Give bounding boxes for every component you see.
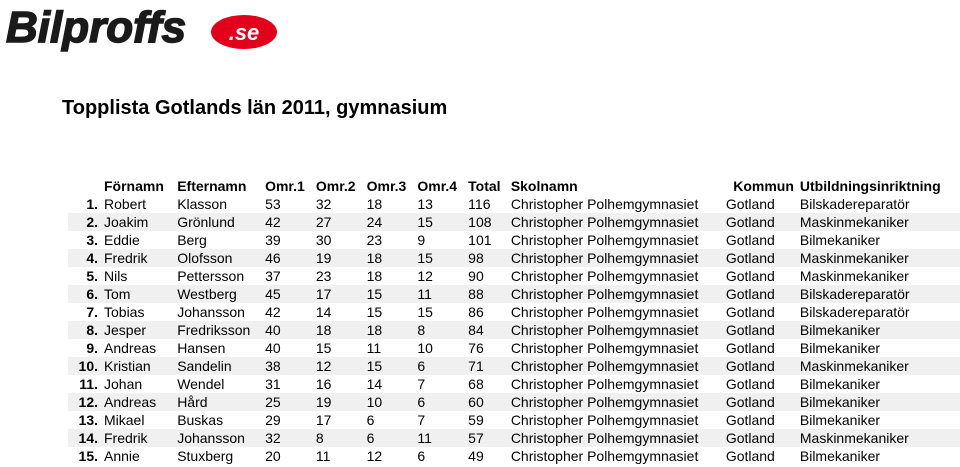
table-cell: Gotland [723,357,797,375]
table-cell: Gotland [723,285,797,303]
table-cell: 38 [262,357,313,375]
rank-cell: 3. [86,232,98,248]
table-cell: 101 [468,232,492,248]
table-cell: Christopher Polhemgymnasiet [510,376,699,392]
table-cell: 116 [468,196,491,212]
table-cell: Jesper [101,321,174,339]
table-cell: Gotland [725,376,775,392]
table-cell: 90 [468,268,484,284]
table-cell: Christopher Polhemgymnasiet [508,249,723,267]
table-cell: 11 [315,448,331,464]
table-cell: 25 [262,393,313,411]
table-cell: 15 [414,213,465,231]
table-cell: Christopher Polhemgymnasiet [508,321,723,339]
table-cell: Andreas [104,340,157,356]
table-cell: Bilmekaniker [799,376,881,392]
table-cell: 19 [313,393,364,411]
table-cell: Gotland [723,213,797,231]
table-cell: Christopher Polhemgymnasiet [510,268,699,284]
table-cell: Eddie [104,232,140,248]
table-cell: 10 [364,393,415,411]
table-cell: Johansson [174,429,262,447]
table-row [68,429,960,447]
table-cell: Christopher Polhemgymnasiet [510,340,699,356]
table-cell: Johansson [177,304,245,320]
table-cell: 11 [414,429,465,447]
table-cell: Gotland [723,249,797,267]
table-row [68,357,960,375]
table-cell: 18 [313,321,364,339]
table-cell: 8 [414,321,465,339]
table-cell: 18 [364,321,415,339]
table-cell: 84 [465,321,508,339]
table-cell: Bilskadereparatör [799,196,910,212]
table-cell: 16 [315,376,332,392]
table-cell: 6 [364,429,415,447]
table-cell: Gotland [725,448,775,464]
table-cell: 6 [366,412,375,428]
results-table [68,177,960,465]
table-row [68,393,960,411]
table-cell: 18 [366,268,383,284]
rank-cell: 4. [68,249,101,267]
table-cell: 8 [313,429,364,447]
table-cell: Christopher Polhemgymnasiet [508,429,723,447]
table-cell: Christopher Polhemgymnasiet [510,304,699,320]
table-cell: Joakim [101,213,174,231]
table-cell: 42 [265,304,281,320]
table-cell: 86 [468,304,484,320]
table-cell: 17 [315,412,332,428]
table-cell: Hansen [177,340,226,356]
table-cell: 32 [315,196,332,212]
table-cell: 23 [315,268,332,284]
table-cell: 14 [315,304,332,320]
table-row [68,339,960,357]
table-cell: Bilmekaniker [797,393,960,411]
column-header: Omr.4 [417,178,458,194]
table-cell: Gotland [725,196,775,212]
table-cell: 30 [315,232,332,248]
table-cell: Gotland [723,429,797,447]
table-cell: 12 [313,357,364,375]
page-title: Topplista Gotlands län 2011, gymnasium [62,97,448,119]
table-cell: Maskinmekaniker [797,429,960,447]
rank-cell: 7. [86,304,98,320]
table-cell: 42 [262,213,313,231]
table-cell: 71 [465,357,508,375]
table-row [68,195,960,213]
table-cell: Tobias [104,304,145,320]
column-header: Omr.1 [265,178,305,194]
table-cell: 98 [465,249,508,267]
table-cell: Fredrik [101,249,174,267]
table-row [68,321,960,339]
table-cell: Kristian [101,357,174,375]
table-cell: Andreas [101,393,174,411]
table-cell: 57 [465,429,508,447]
table-cell: 31 [265,376,281,392]
table-cell: Maskinmekaniker [797,357,960,375]
table-cell: Berg [177,232,207,248]
table-cell: Hård [174,393,262,411]
table-cell: Christopher Polhemgymnasiet [508,393,723,411]
table-cell: Olofsson [174,249,262,267]
table-cell: Klasson [177,196,227,212]
table-cell: Buskas [177,412,224,428]
table-body [68,195,960,465]
table-cell: 6 [414,393,465,411]
table-cell: 11 [414,285,465,303]
rank-cell: 8. [68,321,101,339]
table-cell: 7 [417,376,426,392]
table-cell: 6 [417,448,426,464]
rank-cell: 5. [86,268,98,284]
table-cell: 6 [414,357,465,375]
table-cell: Christopher Polhemgymnasiet [508,285,723,303]
table-cell: 20 [265,448,281,464]
table-cell: 68 [468,376,484,392]
table-row [68,447,960,465]
table-row [68,411,960,429]
table-cell: 39 [265,232,281,248]
logo-badge: .se [228,20,260,45]
table-cell: 59 [468,412,484,428]
table-cell: 24 [364,213,415,231]
column-header: Efternamn [177,178,247,194]
table-cell: 18 [364,249,415,267]
table-cell: Gotland [725,268,775,284]
table-cell: 9 [417,232,426,248]
rank-cell: 11. [79,376,98,392]
table-cell: 13 [417,196,433,212]
table-cell: Christopher Polhemgymnasiet [510,448,699,464]
table-cell: Westberg [174,285,262,303]
table-cell: 108 [465,213,508,231]
table-cell: Gotland [725,304,775,320]
rank-cell: 15. [78,448,98,464]
table-cell: Tom [101,285,174,303]
table-cell: Christopher Polhemgymnasiet [510,412,699,428]
table-cell: Fredrik [101,429,174,447]
table-row [68,267,960,285]
table-cell: 17 [313,285,364,303]
table-cell: Gotland [725,232,775,248]
table-cell: Christopher Polhemgymnasiet [508,357,723,375]
table-cell: 27 [313,213,364,231]
header-rank [68,177,101,195]
table-cell: Mikael [104,412,145,428]
table-cell: 15 [364,357,415,375]
table-cell: Grönlund [174,213,262,231]
table-cell: Pettersson [177,268,245,284]
table-cell: Bilskadereparatör [799,304,910,320]
table-row [68,285,960,303]
table-cell: Annie [104,448,140,464]
table-cell: 40 [265,340,281,356]
table-cell: Christopher Polhemgymnasiet [508,213,723,231]
rank-cell: 10. [68,357,101,375]
table-header-row [68,177,960,195]
table-cell: Bilmekaniker [799,232,881,248]
table-cell: 40 [262,321,313,339]
table-cell: Maskinmekaniker [799,268,909,284]
rank-cell: 14. [68,429,101,447]
table-cell: 12 [366,448,383,464]
table-row [68,249,960,267]
table-cell: Bilmekaniker [799,412,881,428]
table-cell: 19 [313,249,364,267]
table-cell: 37 [265,268,281,284]
table-cell: Bilskadereparatör [797,285,960,303]
table-cell: 88 [465,285,508,303]
table-cell: Christopher Polhemgymnasiet [510,232,699,248]
table-cell: Bilmekaniker [797,321,960,339]
column-header: Skolnamn [510,178,578,194]
table-cell: 12 [417,268,433,284]
rank-cell: 1. [86,196,98,212]
table-row [68,231,960,249]
rank-cell: 6. [68,285,101,303]
rank-cell: 13. [78,412,98,428]
table-cell: Bilmekaniker [799,340,881,356]
table-cell: 23 [366,232,383,248]
table-cell: Gotland [725,412,775,428]
table-cell: Johan [104,376,143,392]
table-cell: Christopher Polhemgymnasiet [510,196,699,212]
table-cell: 15 [414,249,465,267]
rank-cell: 9. [86,340,98,356]
logo-brand: Bilproffs [6,3,187,52]
table-cell: 32 [262,429,313,447]
table-cell: 15 [364,285,415,303]
table-cell: Maskinmekaniker [797,213,960,231]
table-cell: Fredriksson [174,321,262,339]
table-cell: Sandelin [174,357,262,375]
table-row [68,213,960,231]
table-cell: Wendel [177,376,225,392]
column-header: Utbildningsinriktning [799,178,941,194]
table-cell: 46 [262,249,313,267]
table-cell: 11 [366,340,382,356]
table-cell: 45 [262,285,313,303]
table-cell: 76 [468,340,484,356]
column-header: Kommun [733,178,794,194]
table-cell: 7 [417,412,426,428]
bilproffs-logo [4,2,279,54]
table-cell: Bilmekaniker [799,448,881,464]
column-header: Omr.2 [315,178,356,194]
rank-cell: 12. [68,393,101,411]
table-cell: Gotland [725,340,775,356]
table-cell: Maskinmekaniker [797,249,960,267]
table-cell: 10 [417,340,433,356]
table-cell: Gotland [723,393,797,411]
table-cell: Nils [104,268,128,284]
column-header: Förnamn [104,178,164,194]
table-cell: Stuxberg [177,448,234,464]
column-header: Omr.3 [366,178,407,194]
table-cell: 49 [468,448,484,464]
rank-cell: 2. [68,213,101,231]
table-cell: 15 [417,304,433,320]
table-cell: 14 [366,376,383,392]
table-cell: 60 [465,393,508,411]
table-row [68,303,960,321]
table-cell: 15 [366,304,383,320]
table-cell: Robert [104,196,147,212]
table-cell: Gotland [723,321,797,339]
column-header: Total [468,178,501,194]
table-cell: 29 [265,412,281,428]
table-cell: 15 [315,340,332,356]
table-cell: 18 [366,196,383,212]
table-cell: 53 [265,196,281,212]
table-row [68,375,960,393]
